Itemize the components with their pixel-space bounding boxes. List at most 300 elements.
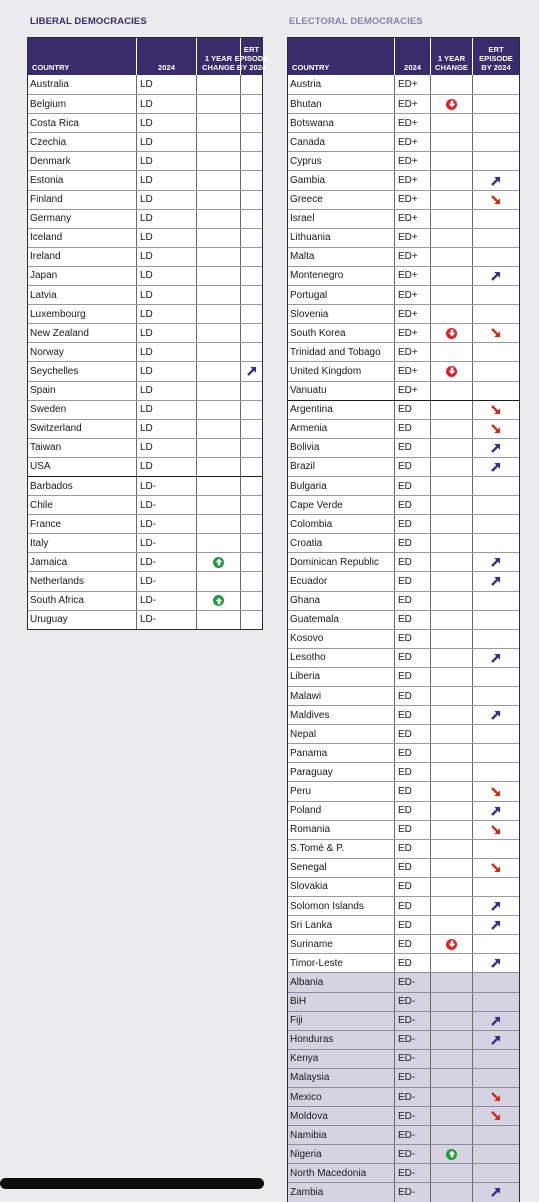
ert-episode-cell <box>472 649 519 667</box>
country-cell: Spain <box>30 385 56 397</box>
country-cell: Italy <box>30 537 49 549</box>
diagonal-arrow-up-right-icon <box>490 1034 502 1046</box>
regime-2024-cell: ED- <box>394 1069 430 1087</box>
ert-episode-cell <box>472 668 519 686</box>
country-cell: Chile <box>30 499 53 511</box>
one-year-change-cell <box>430 1164 472 1182</box>
table-row <box>288 552 519 571</box>
diagonal-arrow-up-right-icon <box>490 957 502 969</box>
table-row <box>288 762 519 781</box>
table-row <box>28 170 262 189</box>
country-cell: Ireland <box>30 251 61 263</box>
ert-episode-cell <box>472 1031 519 1049</box>
table-row <box>288 915 519 934</box>
regime-2024-cell: ED+ <box>394 133 430 151</box>
diagonal-arrow-up-right-icon <box>490 805 502 817</box>
table-row <box>288 1144 519 1163</box>
table-row <box>288 381 519 400</box>
table-row <box>288 896 519 915</box>
diagonal-arrow-up-right-icon <box>490 652 502 664</box>
country-cell: South Korea <box>290 327 346 339</box>
one-year-change-cell <box>430 382 472 400</box>
electoral-democracies-table <box>287 37 520 1202</box>
table-row <box>288 1030 519 1049</box>
one-year-change-cell <box>430 973 472 991</box>
diagonal-arrow-down-right-icon <box>490 786 502 798</box>
country-cell: Japan <box>30 270 58 282</box>
ert-episode-cell <box>472 878 519 896</box>
country-cell: Jamaica <box>30 556 68 568</box>
one-year-change-cell <box>430 534 472 552</box>
country-cell: BiH <box>290 996 307 1008</box>
one-year-change-cell <box>196 133 240 151</box>
ert-episode-cell <box>472 114 519 132</box>
diagonal-arrow-up-right-icon <box>490 900 502 912</box>
regime-2024-cell: ED <box>394 763 430 781</box>
ert-episode-cell <box>240 458 262 476</box>
regime-2024-cell: LD- <box>136 611 196 629</box>
table-row <box>288 400 519 419</box>
country-cell: Poland <box>290 805 322 817</box>
regime-2024-cell: ED+ <box>394 114 430 132</box>
diagonal-arrow-up-right-icon <box>490 175 502 187</box>
table-row <box>28 552 262 571</box>
country-cell: Kosovo <box>290 633 324 645</box>
header-year: 2024 <box>394 38 430 75</box>
ert-episode-cell <box>240 382 262 400</box>
regime-2024-cell: LD <box>136 305 196 323</box>
table-row <box>28 151 262 170</box>
one-year-change-cell <box>430 114 472 132</box>
one-year-change-cell <box>196 534 240 552</box>
regime-2024-cell: ED <box>394 649 430 667</box>
country-cell: South Africa <box>30 595 84 607</box>
ert-episode-cell <box>472 458 519 476</box>
one-year-change-cell <box>430 305 472 323</box>
header-change: 1 YEAR CHANGE <box>430 38 472 75</box>
one-year-change-cell <box>196 267 240 285</box>
country-cell: Uruguay <box>30 614 68 626</box>
ert-episode-cell <box>472 744 519 762</box>
diagonal-arrow-up-right-icon <box>490 461 502 473</box>
diagonal-arrow-down-right-icon <box>490 1091 502 1103</box>
ert-episode-cell <box>472 993 519 1011</box>
regime-2024-cell: ED+ <box>394 95 430 113</box>
ert-episode-cell <box>472 477 519 495</box>
regime-2024-cell: ED- <box>394 1031 430 1049</box>
ert-episode-cell <box>240 553 262 571</box>
table-row <box>28 94 262 113</box>
ert-episode-cell <box>472 802 519 820</box>
table-row <box>288 476 519 495</box>
regime-2024-cell: LD <box>136 286 196 304</box>
country-cell: Malaysia <box>290 1072 330 1084</box>
table-row <box>28 304 262 323</box>
regime-2024-cell: LD <box>136 248 196 266</box>
table-row <box>28 533 262 552</box>
one-year-change-cell <box>196 171 240 189</box>
country-cell: Trinidad and Tobago <box>290 346 381 358</box>
regime-2024-cell: LD- <box>136 496 196 514</box>
one-year-change-cell <box>196 152 240 170</box>
table-row <box>288 323 519 342</box>
one-year-change-cell <box>430 171 472 189</box>
country-cell: Cyprus <box>290 155 322 167</box>
regime-2024-cell: ED+ <box>394 286 430 304</box>
country-cell: Sweden <box>30 404 67 416</box>
one-year-change-cell <box>430 916 472 934</box>
table-row <box>28 419 262 438</box>
regime-2024-cell: ED+ <box>394 152 430 170</box>
country-cell: Ghana <box>290 595 321 607</box>
table-row <box>28 285 262 304</box>
regime-2024-cell: ED <box>394 592 430 610</box>
liberal-democracies-title: LIBERAL DEMOCRACIES <box>30 16 147 27</box>
ert-episode-cell <box>472 1050 519 1068</box>
ert-episode-cell <box>240 362 262 380</box>
country-cell: Sri Lanka <box>290 919 333 931</box>
country-cell: Iceland <box>30 232 63 244</box>
table-row <box>288 304 519 323</box>
one-year-change-cell <box>430 744 472 762</box>
regime-2024-cell: ED- <box>394 1012 430 1030</box>
regime-2024-cell: LD- <box>136 534 196 552</box>
diagonal-arrow-up-right-icon <box>490 442 502 454</box>
country-cell: Fiji <box>290 1015 303 1027</box>
one-year-change-cell <box>196 114 240 132</box>
country-cell: Nepal <box>290 728 317 740</box>
country-cell: Kenya <box>290 1053 319 1065</box>
one-year-change-cell <box>430 706 472 724</box>
one-year-change-cell <box>430 668 472 686</box>
country-cell: Latvia <box>30 289 57 301</box>
one-year-change-cell <box>430 401 472 419</box>
regime-2024-cell: ED <box>394 706 430 724</box>
diagonal-arrow-up-right-icon <box>490 575 502 587</box>
country-cell: Bulgaria <box>290 480 327 492</box>
one-year-change-cell <box>196 611 240 629</box>
table-row <box>288 228 519 247</box>
table-row <box>28 247 262 266</box>
header-year: 2024 <box>136 38 196 75</box>
ert-episode-cell <box>240 439 262 457</box>
country-cell: Moldova <box>290 1110 328 1122</box>
ert-episode-cell <box>472 1088 519 1106</box>
one-year-change-cell <box>430 649 472 667</box>
ert-episode-cell <box>472 439 519 457</box>
country-cell: Zambia <box>290 1186 324 1198</box>
table-row <box>28 571 262 590</box>
one-year-change-cell <box>196 75 240 94</box>
one-year-change-cell <box>430 954 472 972</box>
regime-2024-cell: ED <box>394 897 430 915</box>
regime-2024-cell: ED <box>394 878 430 896</box>
regime-2024-cell: LD <box>136 420 196 438</box>
header-change: 1 YEAR CHANGE <box>196 38 240 75</box>
ert-episode-cell <box>472 420 519 438</box>
ert-episode-cell <box>472 191 519 209</box>
regime-2024-cell: LD <box>136 171 196 189</box>
table-row <box>288 1011 519 1030</box>
country-cell: Netherlands <box>30 575 84 587</box>
ert-episode-cell <box>472 821 519 839</box>
regime-2024-cell: ED+ <box>394 75 430 94</box>
regime-2024-cell: ED- <box>394 993 430 1011</box>
table-row <box>288 1049 519 1068</box>
ert-episode-cell <box>240 477 262 495</box>
one-year-change-cell <box>430 859 472 877</box>
regime-2024-cell: ED <box>394 821 430 839</box>
regime-2024-cell: ED <box>394 935 430 953</box>
country-cell: Slovakia <box>290 881 328 893</box>
arrow-up-circle-icon <box>213 557 224 568</box>
table-row <box>288 533 519 552</box>
ert-episode-cell <box>472 534 519 552</box>
ert-episode-cell <box>240 75 262 94</box>
ert-episode-cell <box>472 305 519 323</box>
diagonal-arrow-up-right-icon <box>490 1186 502 1198</box>
ert-episode-cell <box>472 229 519 247</box>
ert-episode-cell <box>472 248 519 266</box>
ert-episode-cell <box>472 1069 519 1087</box>
country-cell: Guatemala <box>290 614 339 626</box>
diagonal-arrow-down-right-icon <box>490 423 502 435</box>
one-year-change-cell <box>430 267 472 285</box>
diagonal-arrow-up-right-icon <box>246 365 258 377</box>
one-year-change-cell <box>430 821 472 839</box>
country-cell: Israel <box>290 213 315 225</box>
country-cell: Mexico <box>290 1091 322 1103</box>
ert-episode-cell <box>240 114 262 132</box>
ert-episode-cell <box>240 210 262 228</box>
table-row <box>288 94 519 113</box>
regime-2024-cell: ED <box>394 439 430 457</box>
one-year-change-cell <box>196 477 240 495</box>
one-year-change-cell <box>430 515 472 533</box>
table-row <box>28 190 262 209</box>
table-row <box>288 743 519 762</box>
country-cell: Seychelles <box>30 365 79 377</box>
regime-2024-cell: ED <box>394 458 430 476</box>
one-year-change-cell <box>196 191 240 209</box>
one-year-change-cell <box>196 439 240 457</box>
regime-2024-cell: ED+ <box>394 362 430 380</box>
ert-episode-cell <box>472 75 519 94</box>
regime-2024-cell: ED+ <box>394 171 430 189</box>
diagonal-arrow-up-right-icon <box>490 919 502 931</box>
regime-2024-cell: LD <box>136 382 196 400</box>
table-header <box>288 38 519 75</box>
regime-2024-cell: ED <box>394 744 430 762</box>
diagonal-arrow-down-right-icon <box>490 824 502 836</box>
table-row <box>288 342 519 361</box>
one-year-change-cell <box>196 592 240 610</box>
table-body <box>288 75 519 1202</box>
regime-2024-cell: LD <box>136 439 196 457</box>
regime-2024-cell: ED <box>394 572 430 590</box>
table-header <box>28 38 269 75</box>
country-cell: Portugal <box>290 289 328 301</box>
ert-episode-cell <box>472 592 519 610</box>
country-cell: Maldives <box>290 709 330 721</box>
country-cell: Colombia <box>290 518 333 530</box>
ert-episode-cell <box>472 916 519 934</box>
regime-2024-cell: ED <box>394 687 430 705</box>
one-year-change-cell <box>430 687 472 705</box>
table-row <box>28 514 262 533</box>
one-year-change-cell <box>430 1050 472 1068</box>
country-cell: Switzerland <box>30 423 82 435</box>
table-row <box>288 724 519 743</box>
country-cell: Canada <box>290 136 326 148</box>
one-year-change-cell <box>430 553 472 571</box>
regime-2024-cell: LD <box>136 114 196 132</box>
regime-2024-cell: LD <box>136 343 196 361</box>
table-row <box>28 228 262 247</box>
one-year-change-cell <box>430 439 472 457</box>
country-cell: Lithuania <box>290 232 331 244</box>
country-cell: Finland <box>30 194 63 206</box>
country-cell: Cape Verde <box>290 499 343 511</box>
regime-2024-cell: ED- <box>394 1107 430 1125</box>
one-year-change-cell <box>196 420 240 438</box>
one-year-change-cell <box>196 515 240 533</box>
one-year-change-cell <box>430 248 472 266</box>
ert-episode-cell <box>472 973 519 991</box>
ert-episode-cell <box>240 152 262 170</box>
home-indicator[interactable] <box>0 1178 264 1189</box>
table-row <box>288 820 519 839</box>
regime-2024-cell: LD <box>136 324 196 342</box>
one-year-change-cell <box>430 802 472 820</box>
regime-2024-cell: LD <box>136 191 196 209</box>
ert-episode-cell <box>240 534 262 552</box>
table-row <box>288 419 519 438</box>
table-row <box>288 266 519 285</box>
one-year-change-cell <box>196 572 240 590</box>
ert-episode-cell <box>240 133 262 151</box>
regime-2024-cell: ED- <box>394 1183 430 1201</box>
arrow-down-circle-icon <box>446 99 457 110</box>
one-year-change-cell <box>430 878 472 896</box>
table-row <box>28 113 262 132</box>
one-year-change-cell <box>430 1031 472 1049</box>
one-year-change-cell <box>430 782 472 800</box>
country-cell: Belgium <box>30 98 67 110</box>
regime-2024-cell: ED <box>394 401 430 419</box>
ert-episode-cell <box>240 343 262 361</box>
ert-episode-cell <box>472 1126 519 1144</box>
country-cell: Czechia <box>30 136 67 148</box>
table-row <box>288 1182 519 1201</box>
one-year-change-cell <box>196 324 240 342</box>
one-year-change-cell <box>430 1145 472 1163</box>
regime-2024-cell: LD- <box>136 592 196 610</box>
diagonal-arrow-up-right-icon <box>490 270 502 282</box>
regime-2024-cell: ED+ <box>394 229 430 247</box>
ert-episode-cell <box>240 171 262 189</box>
liberal-democracies-table <box>27 37 269 630</box>
one-year-change-cell <box>430 1107 472 1125</box>
ert-episode-cell <box>240 420 262 438</box>
header-ert: ERT EPISODE BY 2024 <box>240 38 262 75</box>
regime-2024-cell: LD <box>136 229 196 247</box>
table-row <box>28 400 262 419</box>
table-row <box>28 438 262 457</box>
one-year-change-cell <box>430 152 472 170</box>
ert-episode-cell <box>472 611 519 629</box>
ert-episode-cell <box>472 954 519 972</box>
table-body <box>28 75 262 629</box>
one-year-change-cell <box>430 343 472 361</box>
ert-episode-cell <box>240 267 262 285</box>
one-year-change-cell <box>430 75 472 94</box>
regime-2024-cell: LD <box>136 95 196 113</box>
country-cell: Armenia <box>290 423 328 435</box>
ert-episode-cell <box>472 1107 519 1125</box>
one-year-change-cell <box>430 840 472 858</box>
table-row <box>288 285 519 304</box>
ert-episode-cell <box>240 324 262 342</box>
ert-episode-cell <box>472 840 519 858</box>
regime-2024-cell: ED+ <box>394 343 430 361</box>
regime-2024-cell: ED+ <box>394 248 430 266</box>
ert-episode-cell <box>472 572 519 590</box>
regime-2024-cell: LD- <box>136 477 196 495</box>
regime-2024-cell: ED <box>394 630 430 648</box>
ert-episode-cell <box>472 152 519 170</box>
one-year-change-cell <box>430 286 472 304</box>
regime-2024-cell: ED <box>394 802 430 820</box>
one-year-change-cell <box>196 95 240 113</box>
country-cell: Bolivia <box>290 442 320 454</box>
one-year-change-cell <box>196 305 240 323</box>
country-cell: Nigeria <box>290 1148 322 1160</box>
diagonal-arrow-down-right-icon <box>490 327 502 339</box>
one-year-change-cell <box>430 592 472 610</box>
table-row <box>288 839 519 858</box>
table-row <box>288 801 519 820</box>
country-cell: Honduras <box>290 1034 334 1046</box>
ert-episode-cell <box>472 382 519 400</box>
ert-episode-cell <box>472 1183 519 1201</box>
one-year-change-cell <box>196 210 240 228</box>
country-cell: Malawi <box>290 690 322 702</box>
table-row <box>28 476 262 495</box>
regime-2024-cell: LD <box>136 362 196 380</box>
regime-2024-cell: ED <box>394 420 430 438</box>
table-row <box>288 247 519 266</box>
one-year-change-cell <box>196 401 240 419</box>
regime-2024-cell: ED <box>394 668 430 686</box>
country-cell: Paraguay <box>290 766 333 778</box>
regime-2024-cell: ED+ <box>394 210 430 228</box>
regime-2024-cell: LD <box>136 401 196 419</box>
one-year-change-cell <box>430 477 472 495</box>
country-cell: Montenegro <box>290 270 344 282</box>
one-year-change-cell <box>430 458 472 476</box>
header-ert: ERT EPISODE BY 2024 <box>472 38 519 75</box>
table-row <box>288 457 519 476</box>
table-row <box>288 132 519 151</box>
ert-episode-cell <box>240 611 262 629</box>
country-cell: Costa Rica <box>30 117 79 129</box>
ert-episode-cell <box>472 630 519 648</box>
regime-2024-cell: ED <box>394 859 430 877</box>
country-cell: Norway <box>30 346 64 358</box>
one-year-change-cell <box>196 229 240 247</box>
country-cell: Slovenia <box>290 308 329 320</box>
